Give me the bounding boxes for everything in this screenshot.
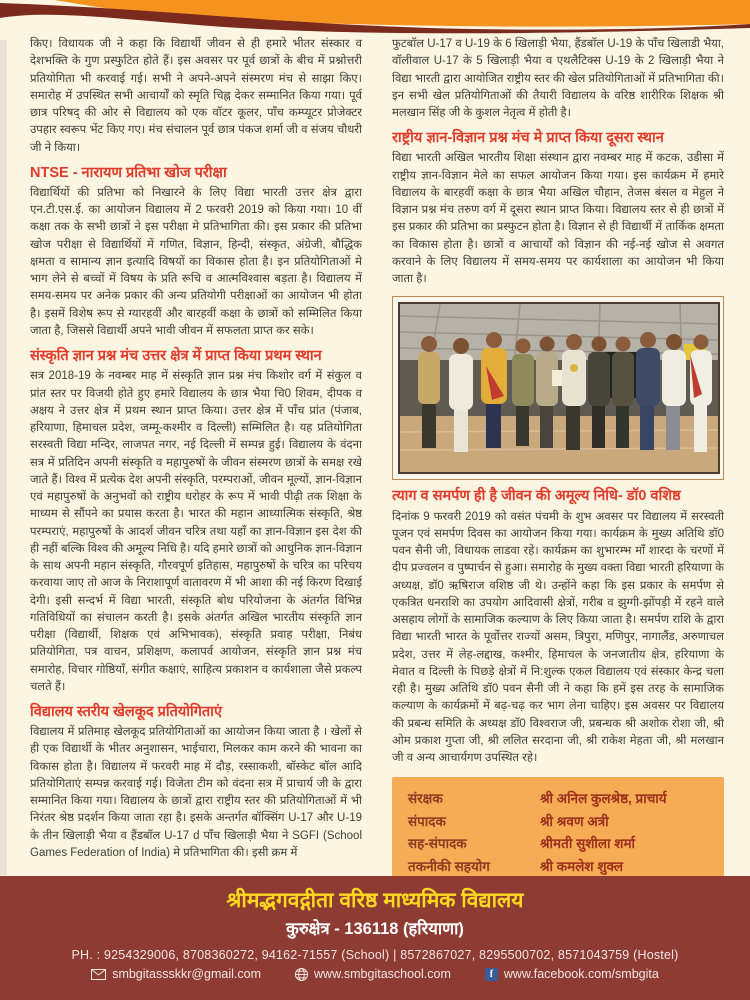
staff-row (408, 834, 710, 854)
staff-role: संरक्षक (408, 791, 443, 807)
phone-numbers: PH. : 9254329006, 8708360272, 94162-71557 (School) | 8572867027, 8295500702, 8571043759 (Hostel) (71, 948, 679, 963)
scan-edge-strip (0, 40, 7, 875)
envelope-icon (91, 969, 106, 980)
email-link[interactable] (91, 967, 261, 981)
staff-name: श्री अनिल कुलश्रेष्ठ, प्राचार्य (540, 791, 667, 807)
paragraph-sports-continued: फुटबॉल U-17 व U-19 के 6 खिलाड़ी भैया, हैंडबॉल U-19 के पाँच खिलाडी भैया, वॉलीवाल U-17 के 5 खिलाड़ी भैया व एथलैटिक्स U-19 के 2 खिलाड़ी भैया ने विद्या भारती द्वारा आयोजित राष्ट्रीय स्तर की खेल प्रतियोगिताओं में प्रतिभागिता की। इन सभी खेल प्रतियोगिताओं की तैयारी विद्यालय के वरिष्ठ शारीरिक शिक्षक श्री मलखान सिंह जी के कुशल नेतृत्व में होती है। (392, 38, 724, 119)
paragraph-sports: विद्यालय में प्रतिमाह खेलकूद प्रतियोगिताओं का आयोजन किया जाता है । खेलों से ही एक विद्यार्थी के भीतर अनुशासन, भाईचारा, मिलकर काम करने की भावना का विकास होता है। विद्यालय में फरवरी माह में दौड़, रस्साकशी, बॉस्केट बॉल आदि प्रतियोगिताएं सम्पन्न करवाई गई। विजेता टीम को वंदना सत्र में प्राचार्य जी के द्वारा सम्मानित किया गया। विद्यालय के छात्रों द्वारा राष्ट्रीय स्तर की प्रतियोगिताओं में भी निरंतर श्रेष्ठ प्रदर्शन किया जाता रहा है। इसके अन्तर्गत बॉक्सिंग U-17 और U-19 के तीन खिलाड़ी भैया व हैंडबॉल U-17 d पाँच खिलाड़ी भैया ने SGFI (School Games Federation of India) मे प्रतिभागिता की। इसी क्रम में (30, 726, 362, 859)
staff-credits-box (392, 777, 724, 876)
staff-row (408, 789, 710, 809)
photo-caption-heading: त्याग व समर्पण ही है जीवन की अमूल्य निधि- डॉ0 वशिष्ठ (392, 488, 681, 505)
staff-name: श्री श्रवण अत्री (540, 813, 609, 829)
right-column (392, 36, 724, 876)
group-photo (392, 296, 724, 480)
staff-name: श्री कमलेश शुक्ल (540, 858, 624, 874)
school-name: श्रीमद्भगवद्गीता वरिष्ठ माध्यमिक विद्यालय (226, 889, 524, 912)
section-heading-science-quiz: राष्ट्रीय ज्ञान-विज्ञान प्रश्न मंच मे प्राप्त किया दूसरा स्थान (392, 130, 664, 147)
facebook-link[interactable] (485, 967, 659, 981)
section-heading-sports: विद्यालय स्तरीय खेलकूद प्रतियोगिताएं (30, 704, 222, 720)
staff-role: संपादक (408, 813, 446, 829)
staff-name: श्रीमती सुशीला शर्मा (540, 836, 636, 852)
paragraph-saraswati-pujan: दिनांक 9 फरवरी 2019 को वसंत पंचमी के शुभ अवसर पर विद्यालय में सरस्वती पूजन एवं समर्पण दिवस का आयोजन किया गया। कार्यक्रम के मुख्य अतिथि डॉ0 पवन सैनी जी, विधायक लाडवा रहे। कार्यक्रम का शुभारम्भ माँ शारदा के चरणों में दीप प्रज्वलन व पुष्पार्चन से हुआ। समारोह के मुख्य वक्ता विद्या भारती हरियाणा के अध्यक्ष, डॉ0 ऋषिराज वशिष्ठ जी थे। उन्होंने कहा कि इस प्रकार के समर्पण से एकत्रित धनराशि का उपयोग आदिवासी क्षेत्रों, गरीब व झुग्गी-झोंपड़ी में रहने वाले असहाय लोगों के सामाजिक कल्याण के लिए किया जाता है। समर्पण राशि के द्वारा विद्या भारती भारत के पूर्वोत्तर राज्यों असम, त्रिपुरा, मणिपुर, नागालैंड, अरुणाचल प्रदेश, उत्तर में लेह-लद्दाख, कश्मीर, हिमाचल के जनजातीय क्षेत्र, हरियाणा के मेवात व दिल्ली के पिछड़े क्षेत्रों में नि:शुल्क एकल विद्यालय एवं संस्कार केन्द्र चला रही है। मुख्य अतिथि डॉ0 पवन सैनी जी ने कहा कि हमें इस तरह के सामाजिक कल्याण के कार्यक्रमों में बढ़-चढ़ कर भाग लेना चाहिए। इस अवसर पर विद्यालय की प्रबन्ध समिति के अध्यक्ष डॉ0 विश्वराज जी, प्रबन्धक श्री अशोक रोशा जी, श्री ओम प्रकाश गुप्ता जी, श्री ललित सरदाना जी, श्री राकेश मेहता जी, श्री मलखान जी व अन्य आचार्यगण उपस्थित रहे। (392, 510, 724, 764)
staff-row (408, 857, 710, 876)
left-column (30, 36, 362, 876)
facebook-text: www.facebook.com/smbgita (503, 967, 659, 982)
article-content (30, 36, 724, 876)
section-heading-sanskriti-gyan: संस्कृति ज्ञान प्रश्न मंच उत्तर क्षेत्र में प्राप्त किया प्रथम स्थान (30, 348, 322, 365)
section-heading-ntse: NTSE - नारायण प्रतिभा खोज परीक्षा (30, 164, 227, 181)
paragraph-alumni-meet: किए। विधायक जी ने कहा कि विद्यार्थी जीवन से ही हमारे भीतर संस्कार व देशभक्ति के गुण प्रस्फुटित होते हैं। इस अवसर पर पूर्व छात्रों के बीच में प्रश्नोत्तरी प्रतियोगिता भी करवाई गई। सभी ने अपने-अपने संस्मरण मंच से साझा किए। समारोह में उपस्थित सभी आचार्यों को स्मृति चिह्न देकर सम्मानित किया गया। पूर्व छात्र परिषद् की ओर से विद्यालय को एक वॉटर कूलर, पाँच कम्प्यूटर प्रोजेक्टर उपहार स्वरूप भेंट किए गए। मंच संचालन पूर्व छात्र पंकज शर्मा जी व संजय चौधरी जी ने किया। (30, 38, 362, 154)
school-address: कुरुक्षेत्र - 136118 (हरियाणा) (286, 920, 464, 939)
paragraph-sanskriti-gyan: सत्र 2018-19 के नवम्बर माह में संस्कृति ज्ञान प्रश्न मंच किशोर वर्ग में संकुल व प्रांत स्तर पर विजयी होते हुए हमारे विद्यालय के छात्र भैया चि0 शिवम, दीपक व अक्षय ने उत्तर क्षेत्र में प्रथम स्थान प्राप्त किया। उत्तर क्षेत्र में पाँच प्रांत (पंजाब, हरियाणा, हिमाचल प्रदेश, जम्मू-कश्मीर व दिल्ली) सम्मिलित है। यह प्रतियोगिता सरस्वती विद्या मन्दिर, लाजपत नगर, नई दिल्ली में सम्पन्न हुई। विद्यालय के वंदना सत्र में प्रतिदिन अपनी संस्कृति व महापुरुषों के जीवन संस्मरण छात्रों के समक्ष रखे जाते हैं। विश्व में प्रत्येक देश अपनी संस्कृति, परम्पराओं, जीवन मूल्यों, ज्ञान-विज्ञान एवं महापुरुषों के अनुभवों को राष्ट्रीय धरोहर के रूप में भावी पीढ़ी तक शिक्षा के माध्यम से सौंपने का प्रयास करता है। भारत की महान आध्यात्मिक संस्कृति, श्रेष्ठ परम्पराएं, महापुरुषों के आदर्श जीवन चरित्र तथा यहाँ का ज्ञान-विज्ञान इस देश की ही नहीं बल्कि विश्व की अमूल्य निधि है। यदि हमारे छात्रों को आधुनिक ज्ञान-विज्ञान के साथ अपनी महान संस्कृति, गौरवपूर्ण इतिहास, महापुरुषों के चरित्र का परिचय करवाया जाए तो आज के निराशापूर्ण वातावरण में भी आशा की नई किरण दिखाई देगी। इसी सन्दर्भ में विद्या भारती, संस्कृति बोध परियोजना के अंतर्गत विभिन्न गतिविधियों का संचालन करती है। इसके अंतर्गत अखिल भारतीय संस्कृति ज्ञान परीक्षा (विद्यार्थी, शिक्षक एवं अभिभावक), संस्कृति प्रवाह परीक्षा, निबंध प्रतियोगिता, पत्र वाचन, प्रशिक्षण, कलापर्व आयोजन, संस्कृति ज्ञान प्रश्न मंच समारोह, विचार गोष्ठियाँ, संगीत कक्षाएं, साहित्य प्रकाशन व कार्यशाला जैसे प्रकल्प चलते हैं। (30, 370, 362, 693)
paragraph-science-quiz: विद्या भारती अखिल भारतीय शिक्षा संस्थान द्वारा नवम्बर माह में कटक, उडीसा में राष्ट्रीय ज्ञान-विज्ञान मेले का सफल आयोजन किया गया। इस कार्यक्रम में हमारे विद्यालय के बारहवीं कक्षा के छात्र भैया अखिल चौहान, तेजस बंसल व मेहुल ने विज्ञान प्रश्न मंच तरुण वर्ग में दूसरा स्थान प्राप्त किया। विद्यालय स्तर से ही छात्रों में इस प्रकार की प्रतिभा का प्रस्फुटन होता है। विज्ञान से ही विद्यार्थी में तार्किक क्षमता का विकास होता है। छात्रों व आचार्यों को विज्ञान की नई-नई खोज से अवगत करवाने के लिए विद्यालय में समय-समय पर कार्यशाला का आयोजन भी किया जाता है। (392, 152, 724, 286)
facebook-icon: f (485, 968, 498, 981)
footer-band (0, 876, 750, 1000)
website-text: www.smbgitaschool.com (314, 967, 451, 982)
staff-row (408, 812, 710, 832)
contact-links (0, 967, 750, 981)
website-link[interactable] (295, 967, 451, 981)
staff-role: सह-संपादक (408, 836, 467, 852)
globe-icon (295, 968, 308, 981)
staff-role: तकनीकी सहयोग (408, 858, 490, 874)
paragraph-ntse: विद्यार्थियों की प्रतिभा को निखारने के लिए विद्या भारती उत्तर क्षेत्र द्वारा एन.टी.एस.ई. का आयोजन विद्यालय में 2 फरवरी 2019 को किया गया। 10 वीं कक्षा तक के सभी छात्रों ने इस परीक्षा मे प्रतिभागिता की। इस प्रकार की प्रतिभा खोज परीक्षा से विद्यार्थियों में गणित, विज्ञान, हिन्दी, संस्कृत, अंग्रेजी, बौद्धिक क्षमता व सामान्य ज्ञान इत्यादि विषयों का विकास होता है। इन प्रतियोगिताओं मे भाग लेने से बच्चों में विषय के प्रति रूचि व आत्मविश्वास बड़ता है। विद्यालय में समय-समय पर अनेक प्रकार की अन्य प्रतियोगी परीक्षाओं का आयोजन भी होता है। इसमें विशेष रूप से ग्यारहवीं और बारहवीं कक्षा के छात्रों को सम्मिलित किया जाता है, जिससे विद्यार्थी अपने भावी जीवन में सफलता प्राप्त कर सके। (30, 186, 362, 337)
email-text: smbgitassskkr@gmail.com (112, 967, 262, 982)
